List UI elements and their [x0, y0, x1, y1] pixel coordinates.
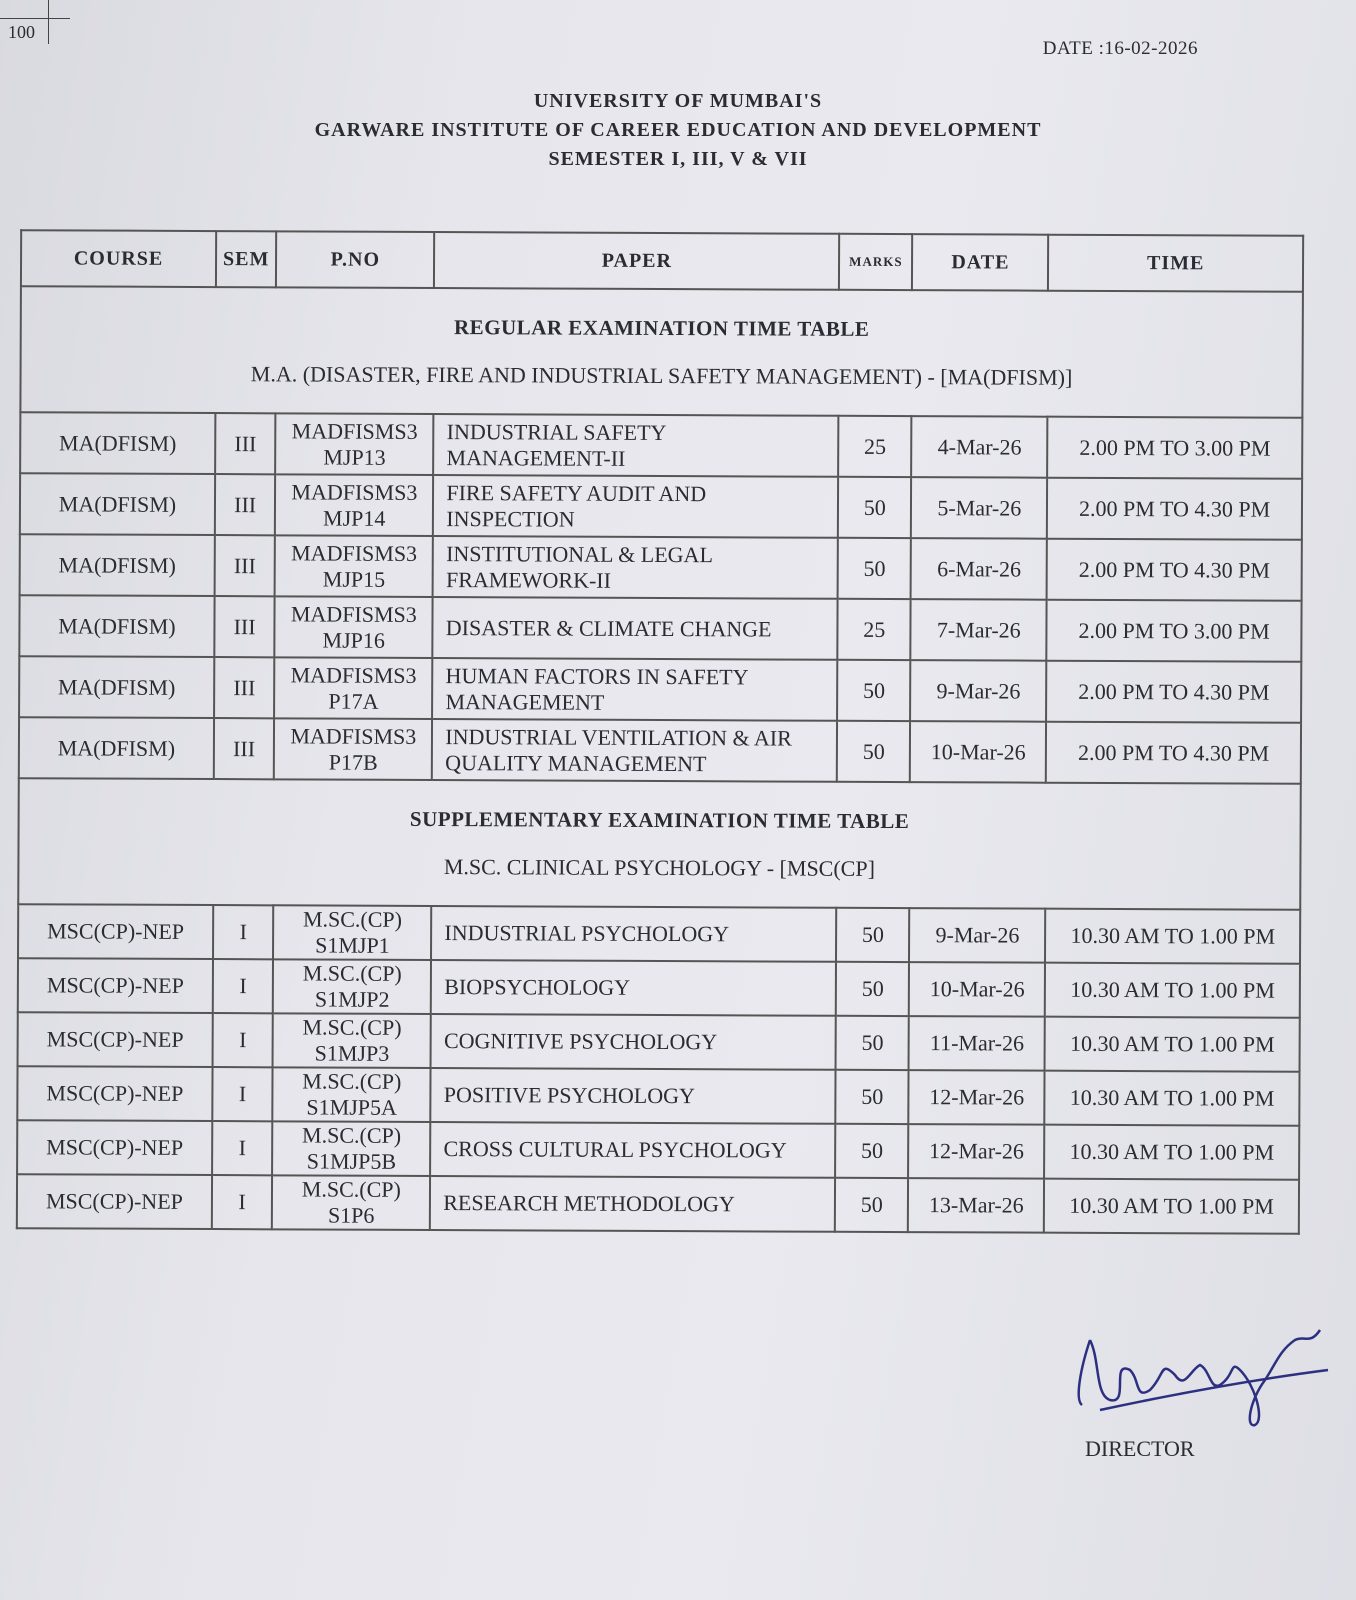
date-cell: 5-Mar-26 — [911, 477, 1047, 539]
paper-cell: CROSS CULTURAL PSYCHOLOGY — [430, 1122, 835, 1178]
corner-rule — [0, 18, 70, 19]
course-cell: MA(DFISM) — [20, 473, 215, 535]
date-cell: 13-Mar-26 — [908, 1178, 1044, 1233]
table-header — [21, 230, 1303, 292]
paper-cell: FIRE SAFETY AUDIT AND INSPECTION — [433, 475, 838, 538]
sem-cell: III — [215, 413, 276, 474]
table-row — [18, 958, 1300, 1018]
course-cell: MA(DFISM) — [19, 595, 214, 657]
section-title: SUPPLEMENTARY EXAMINATION TIME TABLE — [409, 806, 910, 834]
table-row — [20, 412, 1302, 479]
date-cell: 9-Mar-26 — [909, 908, 1045, 963]
supplementary-section-header — [18, 778, 1301, 910]
time-cell: 10.30 AM TO 1.00 PM — [1045, 909, 1300, 964]
document-date: DATE :16-02-2026 — [1042, 38, 1198, 59]
date-cell: 6-Mar-26 — [911, 538, 1047, 600]
section-cell — [18, 778, 1301, 910]
paper-cell: POSITIVE PSYCHOLOGY — [431, 1068, 836, 1124]
date-cell: 10-Mar-26 — [910, 721, 1046, 783]
sem-cell: III — [215, 474, 276, 535]
sem-cell: I — [212, 1121, 273, 1175]
time-cell: 10.30 AM TO 1.00 PM — [1045, 1017, 1300, 1072]
marks-cell: 50 — [837, 721, 910, 782]
col-date: DATE — [912, 234, 1048, 291]
course-cell: MSC(CP)-NEP — [17, 1120, 212, 1175]
semester-title: SEMESTER I, III, V & VII — [548, 148, 808, 170]
course-cell: MSC(CP)-NEP — [18, 958, 213, 1013]
sem-cell: I — [213, 1013, 274, 1067]
date-cell: 12-Mar-26 — [909, 1070, 1045, 1125]
time-cell: 10.30 AM TO 1.00 PM — [1045, 963, 1300, 1018]
date-cell: 12-Mar-26 — [908, 1124, 1044, 1179]
pno-cell: MADFISMS3 P17A — [274, 657, 432, 719]
time-cell: 10.30 AM TO 1.00 PM — [1044, 1125, 1299, 1180]
pno-cell: M.SC.(CP) S1MJP3 — [273, 1013, 431, 1068]
marks-cell: 50 — [836, 1070, 909, 1124]
page-number: 100 — [8, 22, 35, 42]
regular-section-header — [20, 286, 1303, 418]
marks-cell: 50 — [836, 908, 909, 962]
marks-cell: 50 — [835, 1124, 908, 1178]
sem-cell: I — [213, 905, 274, 959]
table-row — [17, 1066, 1299, 1126]
course-cell: MSC(CP)-NEP — [17, 1174, 212, 1229]
col-paper: PAPER — [434, 232, 839, 290]
col-sem: SEM — [216, 231, 277, 287]
pno-cell: MADFISMS3 MJP15 — [275, 535, 433, 597]
paper-cell: HUMAN FACTORS IN SAFETY MANAGEMENT — [432, 658, 837, 721]
marks-cell: 25 — [838, 599, 911, 660]
course-cell: MA(DFISM) — [20, 412, 215, 474]
pno-cell: M.SC.(CP) S1MJP5A — [273, 1067, 431, 1122]
time-cell: 2.00 PM TO 4.30 PM — [1047, 539, 1302, 601]
marks-cell: 50 — [837, 660, 910, 721]
date-cell: 9-Mar-26 — [910, 660, 1046, 722]
table-row — [18, 904, 1300, 964]
university-title: UNIVERSITY OF MUMBAI'S — [533, 90, 823, 112]
sem-cell: III — [214, 657, 275, 718]
paper-cell: DISASTER & CLIMATE CHANGE — [433, 597, 838, 660]
sem-cell: I — [212, 1175, 273, 1229]
pno-cell: M.SC.(CP) S1MJP2 — [273, 959, 431, 1014]
pno-cell: M.SC.(CP) S1P6 — [272, 1175, 430, 1230]
sem-cell: I — [213, 959, 274, 1013]
director-signature — [1070, 1300, 1330, 1430]
programme-title: M.A. (DISASTER, FIRE AND INDUSTRIAL SAFETY MANAGEMENT) - [MA(DFISM)] — [250, 361, 1073, 390]
section-title: REGULAR EXAMINATION TIME TABLE — [453, 315, 870, 341]
date-cell: 7-Mar-26 — [911, 599, 1047, 661]
marks-cell: 50 — [838, 477, 911, 538]
pno-cell: MADFISMS3 MJP14 — [275, 474, 433, 536]
col-marks: MARKS — [839, 234, 912, 290]
marks-cell: 50 — [835, 1178, 908, 1232]
paper-cell: INDUSTRIAL PSYCHOLOGY — [431, 906, 836, 962]
paper-cell: BIOPSYCHOLOGY — [431, 960, 836, 1016]
course-cell: MSC(CP)-NEP — [18, 904, 213, 959]
timetable — [16, 229, 1304, 1235]
signatory-title: DIRECTOR — [1085, 1436, 1195, 1461]
date-cell: 10-Mar-26 — [909, 962, 1045, 1017]
paper-cell: INDUSTRIAL SAFETY MANAGEMENT-II — [433, 414, 838, 477]
table-row — [19, 595, 1301, 662]
time-cell: 2.00 PM TO 4.30 PM — [1046, 661, 1301, 723]
paper-cell: RESEARCH METHODOLOGY — [430, 1176, 835, 1232]
table-row — [17, 1174, 1299, 1234]
institute-title: GARWARE INSTITUTE OF CAREER EDUCATION AND DEVELOPMENT — [314, 119, 1042, 141]
date-cell: 11-Mar-26 — [909, 1016, 1045, 1071]
col-pno: P.NO — [276, 231, 434, 288]
marks-cell: 50 — [836, 962, 909, 1016]
course-cell: MA(DFISM) — [20, 534, 215, 596]
table-row — [20, 473, 1302, 540]
table-row — [17, 1120, 1299, 1180]
paper-cell: COGNITIVE PSYCHOLOGY — [431, 1014, 836, 1070]
time-cell: 10.30 AM TO 1.00 PM — [1045, 1071, 1300, 1126]
marks-cell: 50 — [836, 1016, 909, 1070]
pno-cell: M.SC.(CP) S1MJP1 — [273, 905, 431, 960]
time-cell: 10.30 AM TO 1.00 PM — [1044, 1179, 1299, 1234]
pno-cell: MADFISMS3 MJP16 — [275, 596, 433, 658]
course-cell: MA(DFISM) — [19, 717, 214, 779]
table-row — [18, 1012, 1300, 1072]
marks-cell: 50 — [838, 538, 911, 599]
pno-cell: MADFISMS3 MJP13 — [275, 413, 433, 475]
date-cell: 4-Mar-26 — [911, 416, 1047, 478]
time-cell: 2.00 PM TO 4.30 PM — [1047, 478, 1302, 540]
pno-cell: M.SC.(CP) S1MJP5B — [272, 1121, 430, 1176]
col-time: TIME — [1048, 235, 1303, 292]
sem-cell: III — [214, 718, 275, 779]
section-cell — [20, 286, 1303, 418]
marks-cell: 25 — [838, 416, 911, 477]
paper-cell: INSTITUTIONAL & LEGAL FRAMEWORK-II — [433, 536, 838, 599]
course-cell: MA(DFISM) — [19, 656, 214, 718]
corner-rule — [48, 0, 49, 44]
time-cell: 2.00 PM TO 3.00 PM — [1047, 600, 1302, 662]
col-course: COURSE — [21, 230, 216, 287]
sem-cell: III — [215, 535, 276, 596]
programme-title: M.SC. CLINICAL PSYCHOLOGY - [MSC(CP] — [443, 854, 876, 881]
paper-cell: INDUSTRIAL VENTILATION & AIR QUALITY MANAGEMENT — [432, 719, 837, 782]
course-cell: MSC(CP)-NEP — [17, 1066, 212, 1121]
sem-cell: III — [214, 596, 275, 657]
time-cell: 2.00 PM TO 3.00 PM — [1047, 417, 1302, 479]
table-row — [19, 656, 1301, 723]
time-cell: 2.00 PM TO 4.30 PM — [1046, 722, 1301, 784]
pno-cell: MADFISMS3 P17B — [274, 718, 432, 780]
course-cell: MSC(CP)-NEP — [18, 1012, 213, 1067]
table-row — [20, 534, 1302, 601]
sem-cell: I — [212, 1067, 273, 1121]
table-row — [19, 717, 1301, 784]
